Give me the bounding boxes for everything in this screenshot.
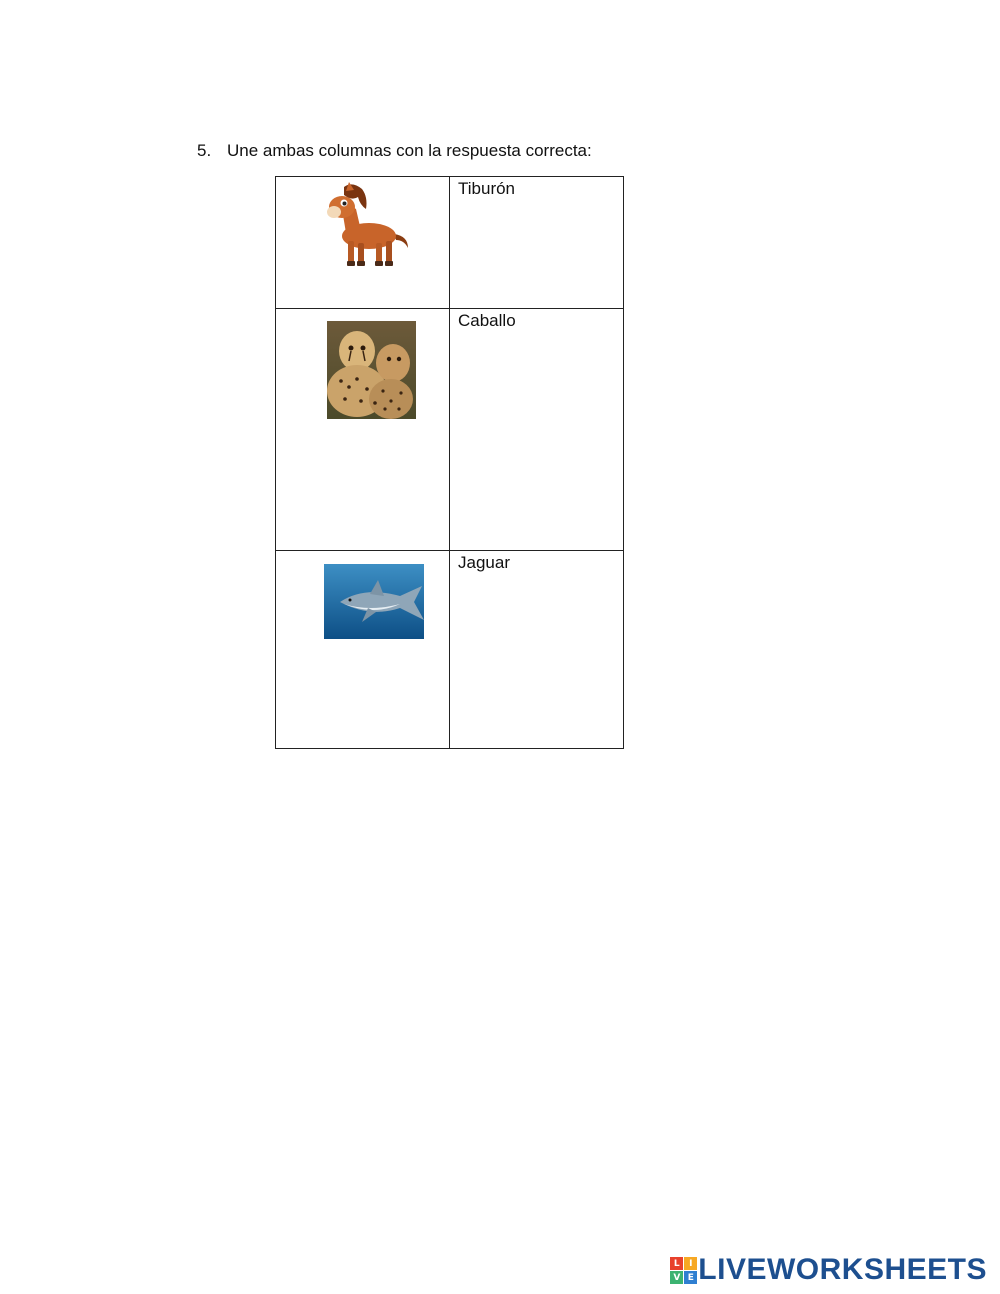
word-cell <box>450 551 624 749</box>
question-text: Une ambas columnas con la respuesta correcta: <box>227 141 592 160</box>
matching-table <box>275 176 624 749</box>
table-row <box>276 551 624 749</box>
brand-name: LIVEWORKSHEETS <box>698 1253 987 1286</box>
logo-letter: I <box>684 1257 697 1270</box>
logo-letter: V <box>670 1271 683 1284</box>
question-prompt <box>197 141 592 161</box>
table-row <box>276 309 624 551</box>
question-number: 5. <box>197 141 212 160</box>
cheetah-image <box>327 321 416 419</box>
word-label: Jaguar <box>458 553 510 572</box>
word-label: Caballo <box>458 311 516 330</box>
liveworksheets-brand <box>670 1253 987 1287</box>
shark-image <box>324 564 424 639</box>
logo-letter: L <box>670 1257 683 1270</box>
table-row <box>276 177 624 309</box>
image-cell <box>276 309 450 551</box>
image-cell <box>276 551 450 749</box>
image-cell <box>276 177 450 309</box>
word-label: Tiburón <box>458 179 516 198</box>
logo-letter: E <box>684 1271 697 1284</box>
word-cell <box>450 177 624 309</box>
word-cell <box>450 309 624 551</box>
liveworksheets-logo-icon <box>670 1257 696 1283</box>
horse-image <box>324 179 414 269</box>
